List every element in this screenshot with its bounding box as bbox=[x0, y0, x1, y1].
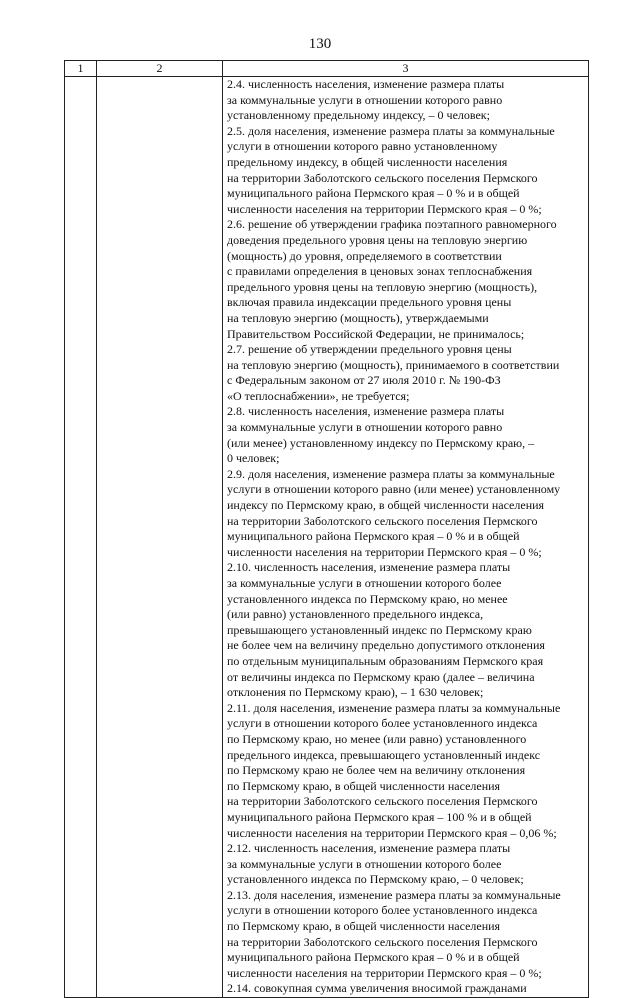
column-header-2: 2 bbox=[97, 61, 223, 77]
column-1-cell bbox=[65, 77, 97, 998]
column-header-3: 3 bbox=[223, 61, 589, 77]
text-line: превышающего установленный индекс по Пермскому краю bbox=[227, 622, 532, 637]
text-line: по Пермскому краю, в общей численности населения bbox=[227, 919, 501, 934]
text-line: муниципального района Пермского края – 0 % и в общей bbox=[227, 529, 520, 544]
text-line: по Пермскому краю не более чем на величину отклонения bbox=[227, 763, 526, 778]
text-line: не более чем на величину предельно допустимого отклонения bbox=[227, 638, 545, 653]
text-line: Правительством Российской Федерации, не принималось; bbox=[227, 326, 525, 341]
text-line: 2.14. совокупная сумма увеличения вносимой гражданами bbox=[227, 981, 527, 996]
text-line: 2.8. численность населения, изменение размера платы bbox=[227, 404, 505, 419]
text-line: на территории Заболотского сельского поселения Пермского bbox=[227, 934, 538, 949]
text-line: за коммунальные услуги в отношении которого равно bbox=[227, 420, 503, 435]
text-line: на территории Заболотского сельского поселения Пермского bbox=[227, 513, 538, 528]
text-line: за коммунальные услуги в отношении которого равно bbox=[227, 92, 503, 107]
text-line: услуги в отношении которого равно (или менее) установленному bbox=[227, 482, 561, 497]
text-line: установленного индекса по Пермскому краю, но менее bbox=[227, 591, 508, 606]
text-line: на территории Заболотского сельского поселения Пермского bbox=[227, 170, 538, 185]
text-line: с правилами определения в ценовых зонах теплоснабжения bbox=[227, 264, 533, 279]
text-line: муниципального района Пермского края – 0 % и в общей bbox=[227, 950, 520, 965]
column-header-1: 1 bbox=[65, 61, 97, 77]
text-line: доведения предельного уровня цены на тепловую энергию bbox=[227, 232, 528, 247]
text-line: за коммунальные услуги в отношении которого более bbox=[227, 856, 502, 871]
text-line: предельному индексу, в общей численности населения bbox=[227, 154, 508, 169]
text-line: по Пермскому краю, но менее (или равно) установленного bbox=[227, 731, 527, 746]
document-table bbox=[64, 60, 589, 998]
text-line: по отдельным муниципальным образованиям Пермского края bbox=[227, 653, 544, 668]
text-line: по Пермскому краю, в общей численности населения bbox=[227, 778, 501, 793]
text-line: 2.6. решение об утверждении графика поэтапного равномерного bbox=[227, 217, 557, 232]
text-line: 2.9. доля населения, изменение размера платы за коммунальные bbox=[227, 466, 555, 481]
text-line: с Федеральным законом от 27 июля 2010 г. № 190-ФЗ bbox=[227, 373, 501, 388]
text-line: муниципального района Пермского края – 100 % и в общей bbox=[227, 809, 532, 824]
column-3-cell bbox=[223, 77, 589, 998]
text-line: установленному предельному индексу, – 0 человек; bbox=[227, 108, 490, 123]
text-line: 2.12. численность населения, изменение размера платы bbox=[227, 841, 511, 856]
text-line: от величины индекса по Пермскому краю (далее – величина bbox=[227, 669, 535, 684]
text-line: 2.13. доля населения, изменение размера платы за коммунальные bbox=[227, 887, 561, 902]
text-line: услуги в отношении которого равно установленному bbox=[227, 139, 498, 154]
table-row bbox=[65, 77, 589, 998]
text-line: предельного индекса, превышающего установленный индекс bbox=[227, 747, 541, 762]
text-line: (мощность) до уровня, определяемого в соответствии bbox=[227, 248, 502, 263]
text-line: предельного уровня цены на тепловую энергию (мощность), bbox=[227, 279, 538, 294]
text-line: «О теплоснабжении», не требуется; bbox=[227, 388, 410, 403]
text-line: 2.11. доля населения, изменение размера платы за коммунальные bbox=[227, 700, 561, 715]
text-line: (или равно) установленного предельного индекса, bbox=[227, 607, 484, 622]
text-line: услуги в отношении которого более установленного индекса bbox=[227, 716, 538, 731]
text-line: 0 человек; bbox=[227, 451, 280, 466]
table-header-row bbox=[65, 61, 589, 77]
text-line: 2.5. доля населения, изменение размера платы за коммунальные bbox=[227, 123, 555, 138]
text-line: численности населения на территории Пермского края – 0,06 %; bbox=[227, 825, 557, 840]
text-line: 2.10. численность населения, изменение размера платы bbox=[227, 560, 511, 575]
column-3-text bbox=[227, 77, 588, 997]
page-number: 130 bbox=[308, 36, 332, 52]
text-line: 2.4. численность населения, изменение размера платы bbox=[227, 77, 505, 91]
text-line: за коммунальные услуги в отношении которого более bbox=[227, 576, 502, 590]
text-line: численности населения на территории Пермского края – 0 %; bbox=[227, 544, 542, 559]
text-line: отклонения по Пермскому краю), – 1 630 человек; bbox=[227, 685, 484, 700]
text-line: численности населения на территории Пермского края – 0 %; bbox=[227, 965, 542, 980]
text-line: на территории Заболотского сельского поселения Пермского bbox=[227, 794, 538, 809]
text-line: индексу по Пермскому краю, в общей численности населения bbox=[227, 498, 545, 513]
text-line: установленного индекса по Пермскому краю, – 0 человек; bbox=[227, 872, 524, 887]
text-line: услуги в отношении которого более установленного индекса bbox=[227, 903, 538, 918]
text-line: на тепловую энергию (мощность), утверждаемыми bbox=[227, 310, 489, 325]
column-2-cell bbox=[97, 77, 223, 998]
text-line: численности населения на территории Пермского края – 0 %; bbox=[227, 201, 542, 216]
text-line: (или менее) установленному индексу по Пермскому краю, – bbox=[227, 435, 535, 450]
text-line: муниципального района Пермского края – 0 % и в общей bbox=[227, 186, 520, 201]
text-line: 2.7. решение об утверждении предельного уровня цены bbox=[227, 342, 512, 357]
text-line: включая правила индексации предельного уровня цены bbox=[227, 295, 512, 310]
text-line: на тепловую энергию (мощность), принимаемого в соответствии bbox=[227, 357, 560, 372]
